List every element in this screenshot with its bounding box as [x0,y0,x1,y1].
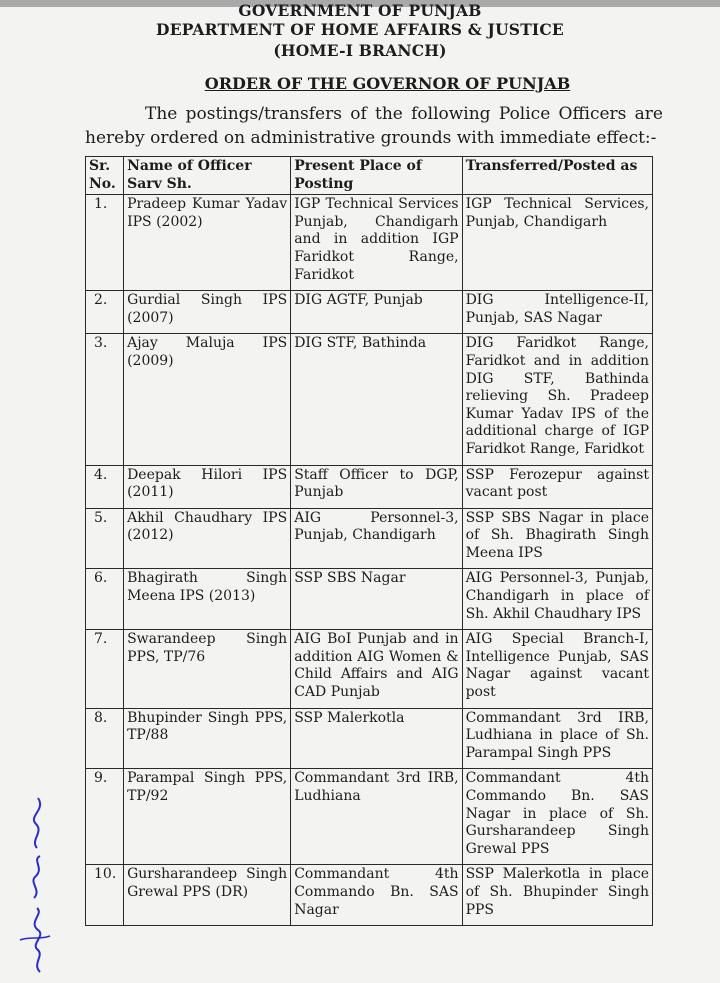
cell-transferred: Commandant 3rd IRB, Ludhiana in place of Sh. Parampal Singh PPS [462,708,652,769]
table-row [86,508,653,569]
cell-sr: 9. [86,769,124,865]
table-header-row [86,157,653,195]
handwritten-signature-icon [10,790,60,980]
cell-name: Bhagirath Singh Meena IPS (2013) [124,569,291,630]
cell-present: SSP SBS Nagar [291,569,462,630]
cell-sr: 6. [86,569,124,630]
cell-name: Pradeep Kumar Yadav IPS (2002) [124,195,291,291]
cell-name: Deepak Hilori IPS (2011) [124,465,291,508]
cell-present: Commandant 3rd IRB, Ludhiana [291,769,462,865]
branch-title: (HOME-I BRANCH) [273,41,447,60]
intro-rest: hereby ordered on administrative grounds with immediate effect:- [85,128,657,148]
table-body [86,195,653,926]
cell-present: AIG BoI Punjab and in addition AIG Women & Child Affairs and AIG CAD Punjab [291,630,462,708]
cell-name: Gursharandeep Singh Grewal PPS (DR) [124,865,291,926]
table-row [86,291,653,334]
cell-present: AIG Personnel-3, Punjab, Chandigarh [291,508,462,569]
cell-transferred: DIG Faridkot Range, Faridkot and in addition DIG STF, Bathinda relieving Sh. Pradeep Kumar Yadav IPS of the additional charge of IGP Faridkot Range, Faridkot [462,334,652,465]
govt-title: GOVERNMENT OF PUNJAB [238,1,482,20]
header-sr: Sr. No. [86,157,124,195]
table-row [86,630,653,708]
cell-transferred: AIG Special Branch-I, Intelligence Punjab, SAS Nagar against vacant post [462,630,652,708]
cell-present: DIG AGTF, Punjab [291,291,462,334]
cell-sr: 10. [86,865,124,926]
header-transferred: Transferred/Posted as [462,157,652,195]
table-row [86,865,653,926]
cell-transferred: SSP Malerkotla in place of Sh. Bhupinder Singh PPS [462,865,652,926]
table-row [86,465,653,508]
cell-present: Staff Officer to DGP, Punjab [291,465,462,508]
table-row [86,569,653,630]
cell-transferred: IGP Technical Services, Punjab, Chandigarh [462,195,652,291]
table-row [86,708,653,769]
cell-transferred: Commandant 4th Commando Bn. SAS Nagar in place of Sh. Gursharandeep Singh Grewal PPS [462,769,652,865]
cell-sr: 8. [86,708,124,769]
table-row [86,195,653,291]
table-row [86,334,653,465]
header-name: Name of Officer Sarv Sh. [124,157,291,195]
table-row [86,769,653,865]
cell-name: Parampal Singh PPS, TP/92 [124,769,291,865]
cell-sr: 5. [86,508,124,569]
cell-name: Akhil Chaudhary IPS (2012) [124,508,291,569]
cell-sr: 3. [86,334,124,465]
cell-name: Swarandeep Singh PPS, TP/76 [124,630,291,708]
cell-present: IGP Technical Services Punjab, Chandigarh and in addition IGP Faridkot Range, Faridkot [291,195,462,291]
cell-transferred: SSP Ferozepur against vacant post [462,465,652,508]
transfer-table [85,156,653,926]
cell-sr: 4. [86,465,124,508]
cell-present: SSP Malerkotla [291,708,462,769]
cell-sr: 2. [86,291,124,334]
intro-paragraph [85,102,663,150]
cell-name: Gurdial Singh IPS (2007) [124,291,291,334]
order-title: ORDER OF THE GOVERNOR OF PUNJAB [204,74,571,93]
cell-name: Ajay Maluja IPS (2009) [124,334,291,465]
cell-transferred: SSP SBS Nagar in place of Sh. Bhagirath Singh Meena IPS [462,508,652,569]
cell-name: Bhupinder Singh PPS, TP/88 [124,708,291,769]
cell-sr: 1. [86,195,124,291]
cell-present: DIG STF, Bathinda [291,334,462,465]
cell-transferred: DIG Intelligence-II, Punjab, SAS Nagar [462,291,652,334]
department-title: DEPARTMENT OF HOME AFFAIRS & JUSTICE [156,20,564,39]
cell-present: Commandant 4th Commando Bn. SAS Nagar [291,865,462,926]
header-present: Present Place of Posting [291,157,462,195]
cell-sr: 7. [86,630,124,708]
intro-first-line: The postings/transfers of the following Police Officers are [145,104,663,124]
cell-transferred: AIG Personnel-3, Punjab, Chandigarh in place of Sh. Akhil Chaudhary IPS [462,569,652,630]
